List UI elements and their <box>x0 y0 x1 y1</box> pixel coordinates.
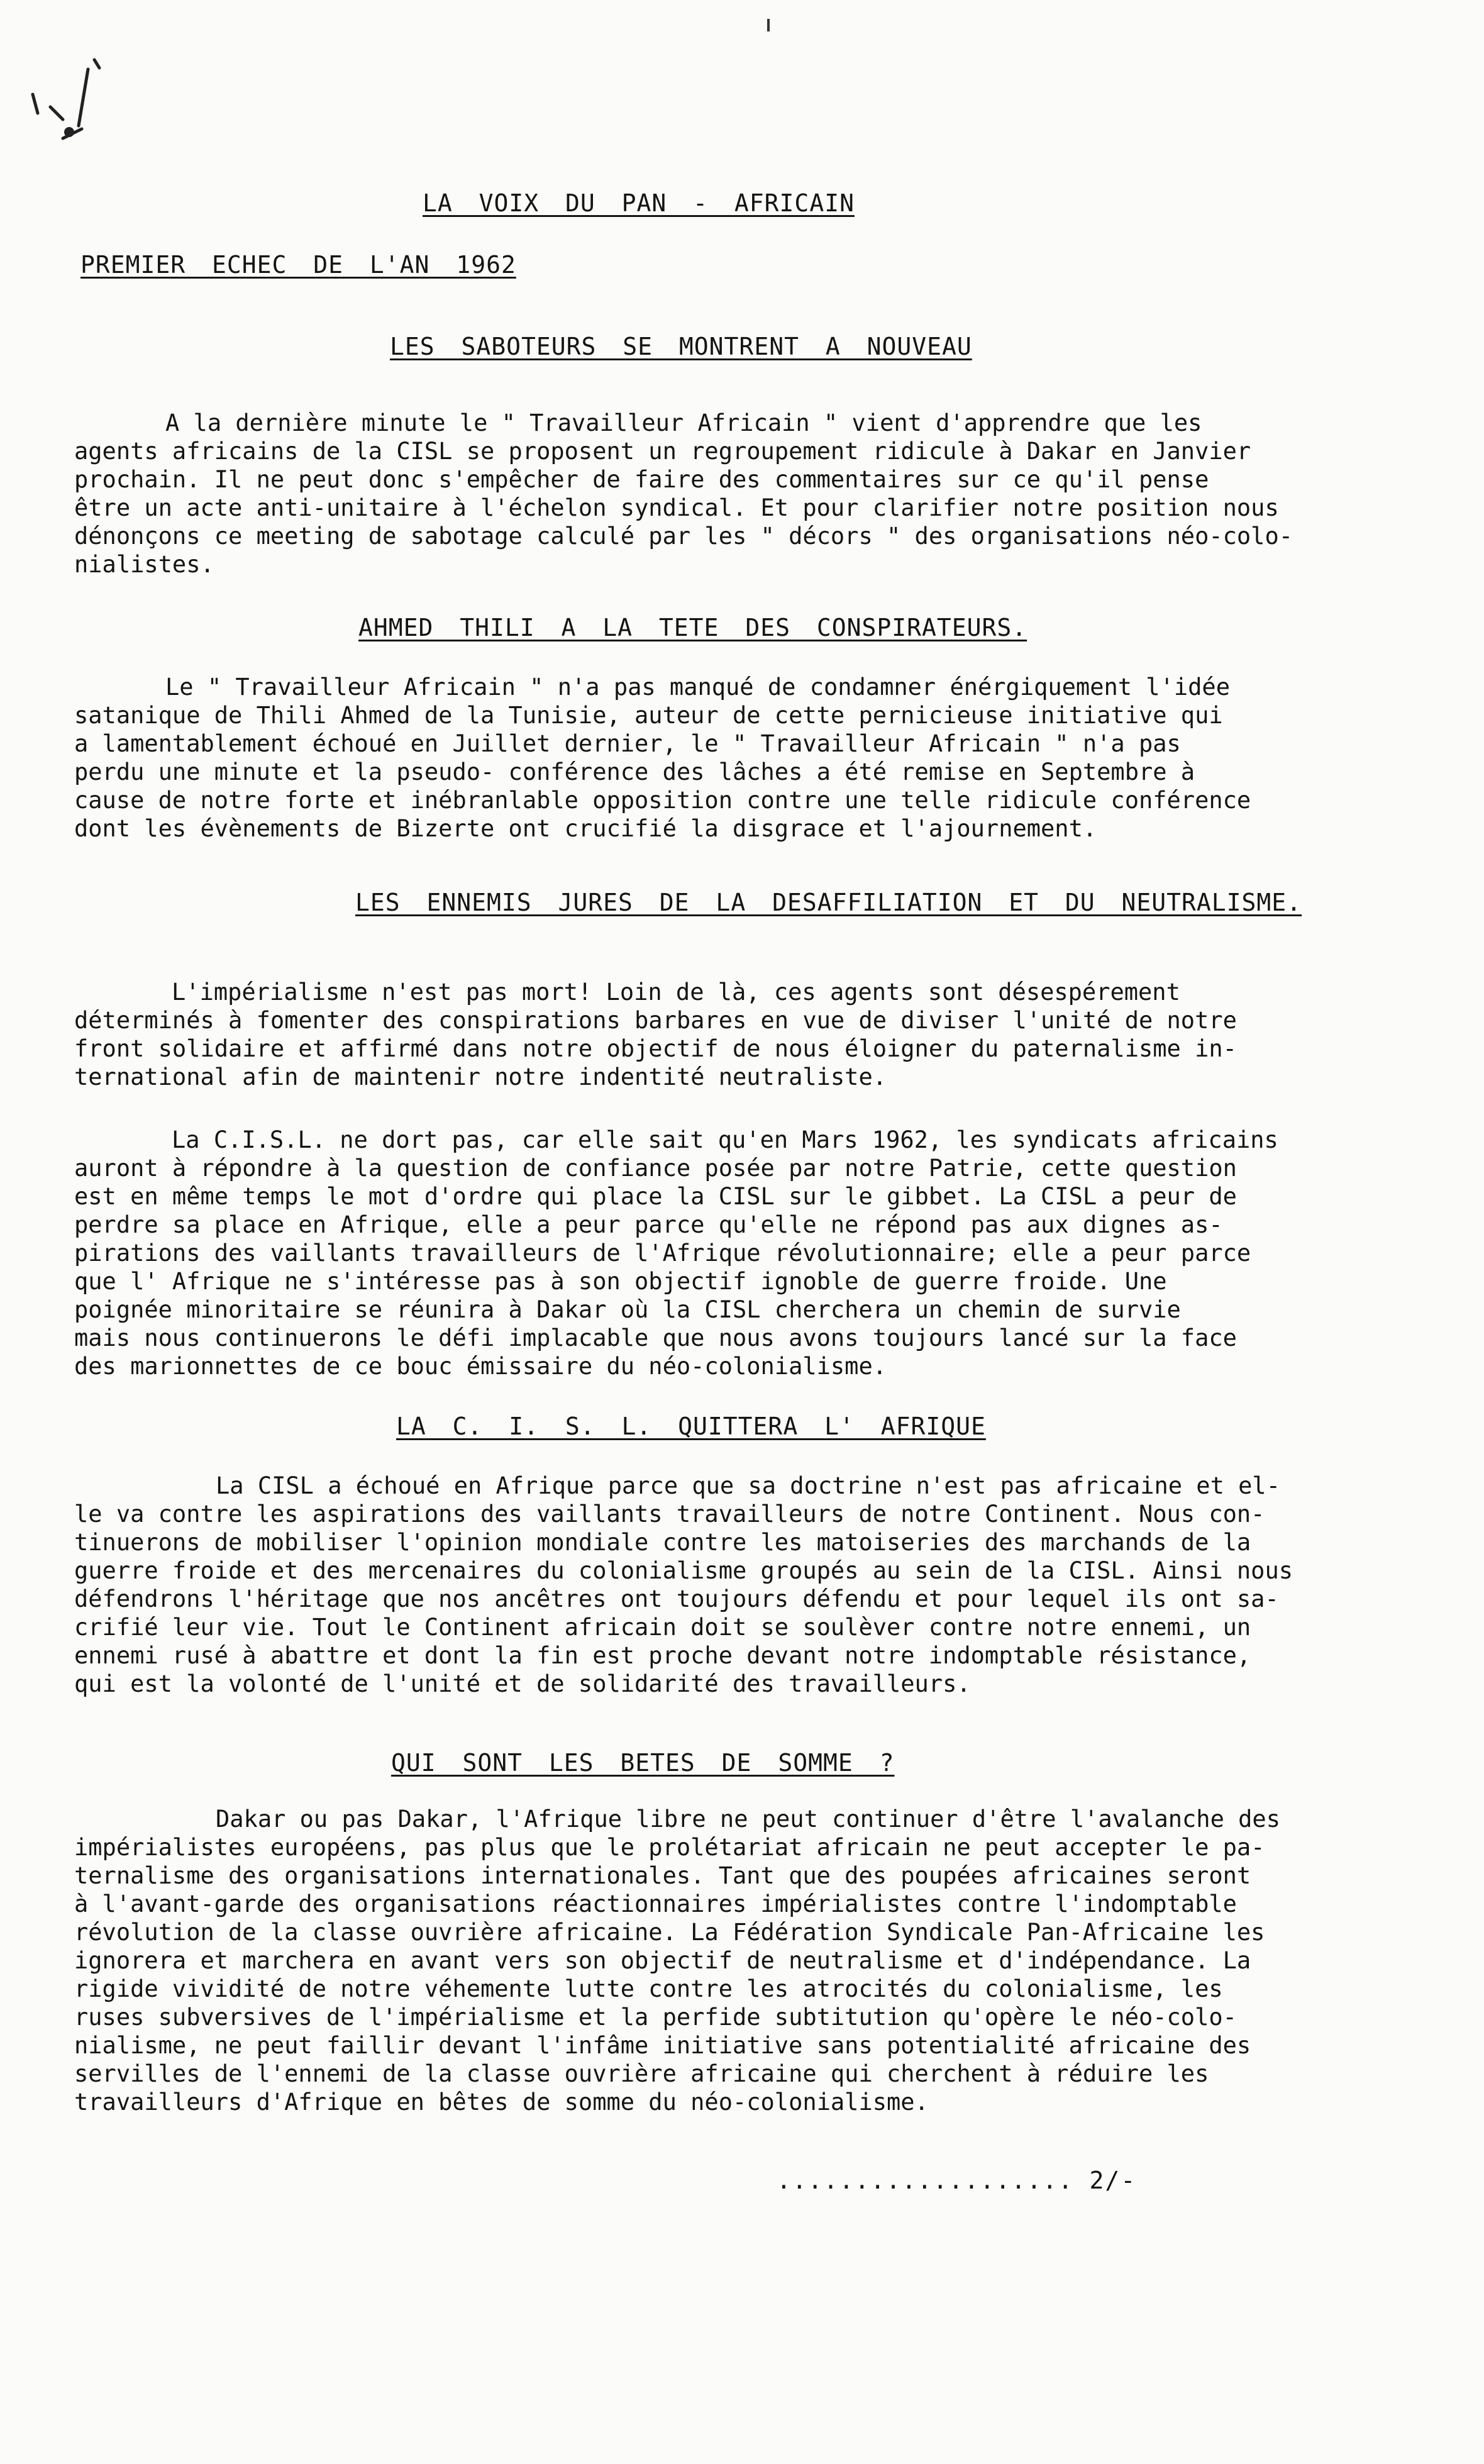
section-heading-conspirateurs: AHMED THILI A LA TETE DES CONSPIRATEURS. <box>358 614 1027 641</box>
kicker-title: PREMIER ECHEC DE L'AN 1962 <box>80 251 516 279</box>
paragraph-imperialisme: L'impérialisme n'est pas mort! Loin de là, ces agents sont désespérement déterminés à fomenter des conspirations barbares en vue de diviser l'unité de notre front solidaire et affirmé dans notre objectif de nous éloigner du paternalisme in- ternational afin de maintenir notre indentité neutraliste. <box>74 979 1237 1090</box>
section-heading-neutralisme: LES ENNEMIS JURES DE LA DESAFFILIATION ET DU NEUTRALISME. <box>355 889 1302 916</box>
paragraph-betes-de-somme: Dakar ou pas Dakar, l'Afrique libre ne peut continuer d'être l'avalanche des impérialistes européens, pas plus que le prolétariat africain ne peut accepter le pa- ternalisme des organisations internationales. Tant que des poupées africaines seront à l'avant-garde des organisations réactionnaires impérialistes contre l'indomptable révolution de la classe ouvrière africaine. La Fédération Syndicale Pan-Africaine les ignorera et marchera en avant vers son objectif de neutralisme et d'indépendance. La rigide vividité de notre véhemente lutte contre les atrocités du colonialisme, les ruses subversives de l'impérialisme et la perfide subtitution qu'opère le néo-colo- nialisme, ne peut faillir devant l'infâme initiative sans potentialité africaine des servilles de l'ennemi de la classe ouvrière africaine qui cherchent à réduire les travailleurs d'Afrique en bêtes de somme du néo-colonialisme. <box>74 1806 1280 2116</box>
handwritten-mark-icon <box>25 44 126 145</box>
paragraph-quittera: La CISL a échoué en Afrique parce que sa doctrine n'est pas africaine et el- le va contre les aspirations des vaillants travailleurs de notre Continent. Nous con- tinuerons de mobiliser l'opinion mondiale contre les matoiseries des marchands de la guerre froide et des mercenaires du colonialisme groupés au sein de la CISL. Ainsi nous défendrons l'héritage que nos ancêtres ont toujours défendu et pour lequel ils ont sa- crifié leur vie. Tout le Continent africain doit se soulèver contre notre ennemi, un ennemi rusé à abattre et dont la fin est proche devant notre indomptable résistance, qui est la volonté de l'unité et de solidarité des travailleurs. <box>74 1472 1293 1697</box>
paragraph-saboteurs: A la dernière minute le " Travailleur Africain " vient d'apprendre que les agents africains de la CISL se proposent un regroupement ridicule à Dakar en Janvier prochain. Il ne peut donc s'empêcher de faire des commentaires sur ce qu'il pense être un acte anti-unitaire à l'échelon syndical. Et pour clarifier notre position nous dénonçons ce meeting de sabotage calculé par les " décors " des organisations néo-colo- nialistes. <box>74 409 1293 578</box>
paragraph-cisl: La C.I.S.L. ne dort pas, car elle sait qu'en Mars 1962, les syndicats africains auront à répondre à la question de confiance posée par notre Patrie, cette question est en même temps le mot d'ordre qui place la CISL sur le gibbet. La CISL a peur de perdre sa place en Afrique, elle a peur parce qu'elle ne répond pas aux dignes as- pirations des vaillants travailleurs de l'Afrique révolutionnaire; elle a peur parce que l' Afrique ne s'intéresse pas à son objectif ignoble de guerre froide. Une poignée minoritaire se réunira à Dakar où la CISL cherchera un chemin de survie mais nous continuerons le défi implacable que nous avons toujours lancé sur la face des marionnettes de ce bouc émissaire du néo-colonialisme. <box>74 1126 1278 1380</box>
section-heading-betes-de-somme: QUI SONT LES BETES DE SOMME ? <box>391 1749 895 1777</box>
paragraph-conspirateurs: Le " Travailleur Africain " n'a pas manqué de condamner énérgiquement l'idée satanique de Thili Ahmed de la Tunisie, auteur de cette pernicieuse initiative qui a lamentablement échoué en Juillet dernier, le " Travailleur Africain " n'a pas perdu une minute et la pseudo- conférence des lâches a été remise en Septembre à cause de notre forte et inébranlable opposition contre une telle ridicule conférence dont les évènements de Bizerte ont crucifié la disgrace et l'ajournement. <box>74 674 1251 842</box>
masthead-title: LA VOIX DU PAN - AFRICAIN <box>423 189 855 217</box>
scan-speck <box>767 19 770 31</box>
continuation-marker: ................... 2/- <box>777 2167 1137 2194</box>
section-heading-saboteurs: LES SABOTEURS SE MONTRENT A NOUVEAU <box>390 333 972 360</box>
section-heading-quittera: LA C. I. S. L. QUITTERA L' AFRIQUE <box>396 1412 986 1440</box>
